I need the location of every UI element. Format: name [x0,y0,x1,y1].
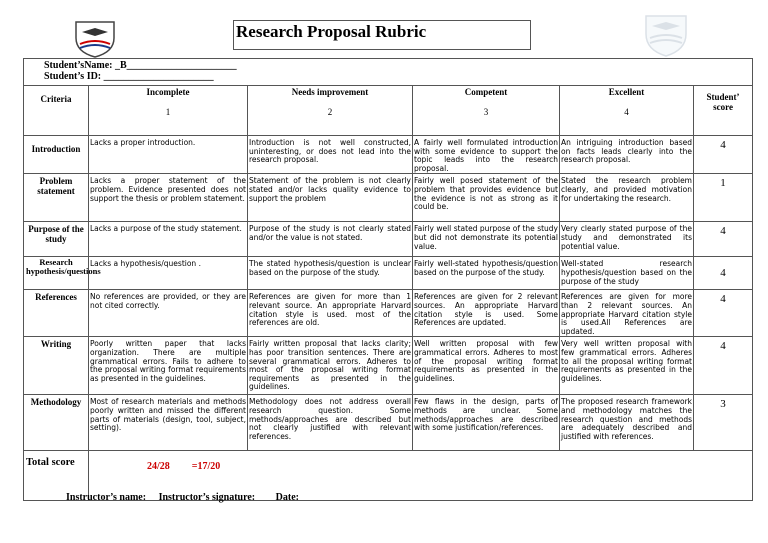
incomplete-cell: Lacks a proper introduction. [89,136,248,174]
criteria-cell: Introduction [24,136,89,174]
header-excellent: Excellent 4 [560,86,694,136]
university-logo-right [640,12,692,58]
needs-improvement-cell: The stated hypothesis/question is unclear based on the purpose of the study. [248,257,413,290]
score-cell[interactable]: 3 [694,395,753,451]
needs-improvement-cell: Introduction is not well constructed, uninteresting, or does not lead into the research proposal. [248,136,413,174]
student-name-field[interactable]: Student’sName: _B______________________ [44,60,237,71]
instructor-name-label: Instructor’s name: [66,492,147,503]
incomplete-cell: Lacks a hypothesis/question . [89,257,248,290]
competent-cell: A fairly well formulated introduction with some evidence to support the topic leads into the research proposal. [413,136,560,174]
competent-cell: Fairly well-stated hypothesis/question based on the purpose of the study. [413,257,560,290]
total-score-label: Total score [24,451,89,501]
excellent-cell: The proposed research framework and methodology matches the research question and methods are adequately described and justified with references. [560,395,694,451]
header-row [24,86,753,136]
criteria-cell: Writing [24,337,89,395]
title-box [233,20,531,50]
competent-cell: Well written proposal with few grammatical errors. Adheres to most of the proposal writing format requirements as presented in the guidelines. [413,337,560,395]
header-criteria: Criteria [24,86,89,136]
needs-improvement-cell: References are given for more than 1 relevant source. An appropriate Harvard citation style is used. most of the references are old. [248,290,413,337]
score-cell[interactable]: 4 [694,337,753,395]
incomplete-cell: Lacks a purpose of the study statement. [89,222,248,257]
university-logo-left [70,16,120,58]
competent-cell: Few flaws in the design, parts of methods are unclear. Some methods/approaches are described with some justification/references. [413,395,560,451]
table-row [24,337,753,395]
incomplete-cell: Lacks a proper statement of the problem. Evidence presented does not support the thesis or problem statement. [89,174,248,222]
total-raw-score: 24/28 [147,461,170,473]
incomplete-cell: Poorly written paper that lacks organization. There are multiple grammatical errors. Fails to adhere to the proposal writing format requirements as presented in the guidelines. [89,337,248,395]
score-cell[interactable]: 4 [694,257,753,290]
needs-improvement-cell: Fairly written proposal that lacks clarity; has poor transition sentences. There are several grammatical errors. Adheres to most of the proposal writing format requirements as presented in the guidelines. [248,337,413,395]
score-cell[interactable]: 4 [694,222,753,257]
header-student-score: Student’ score [694,86,753,136]
incomplete-cell: Most of research materials and methods poorly written and missed the different parts of materials (design, tool, subject, setting). [89,395,248,451]
criteria-cell: References [24,290,89,337]
date-label: Date: [275,492,299,503]
score-cell[interactable]: 1 [694,174,753,222]
competent-cell: References are given for 2 relevant sources. An appropriate Harvard citation style is used. Some References are updated. [413,290,560,337]
table-row [24,257,753,290]
total-scaled-score: =17/20 [191,461,221,473]
page-title: Research Proposal Rubric [236,22,427,41]
header-competent: Competent 3 [413,86,560,136]
excellent-cell: Well-stated research hypothesis/question based on the purpose of the study [560,257,694,290]
needs-improvement-cell: Statement of the problem is not clearly stated and/or lacks quality evidence to support the problem [248,174,413,222]
header-needs-improvement: Needs improvement 2 [248,86,413,136]
instructor-signature-label: Instructor’s signature: [158,492,256,503]
student-info-row [24,59,753,86]
signature-footer [66,492,309,503]
rubric-table [23,58,753,501]
student-id-field[interactable]: Student’s ID: ______________________ [44,71,214,82]
needs-improvement-cell: Purpose of the study is not clearly stated and/or the value is not stated. [248,222,413,257]
criteria-cell: Problem statement [24,174,89,222]
needs-improvement-cell: Methodology does not address overall research question. Some methods/approaches are described but not clearly justified with relevant references. [248,395,413,451]
excellent-cell: Very clearly stated purpose of the study and demonstrated its potential value. [560,222,694,257]
score-cell[interactable]: 4 [694,136,753,174]
competent-cell: Fairly well stated purpose of the study but did not demonstrate its potential value. [413,222,560,257]
table-row [24,290,753,337]
criteria-cell: Research hypothesis/questions [24,257,89,290]
excellent-cell: References are given for more than 2 relevant sources. An appropriate Harvard citation style is used.All References are updated. [560,290,694,337]
criteria-cell: Methodology [24,395,89,451]
excellent-cell: Very well written proposal with few grammatical errors. Adheres to all the proposal writing format requirements as presented in the guidelines. [560,337,694,395]
header-incomplete: Incomplete 1 [89,86,248,136]
score-cell[interactable]: 4 [694,290,753,337]
table-row [24,136,753,174]
table-row [24,395,753,451]
excellent-cell: Stated the research problem clearly, and provided motivation for undertaking the research. [560,174,694,222]
table-row [24,174,753,222]
criteria-cell: Purpose of the study [24,222,89,257]
competent-cell: Fairly well posed statement of the problem that provides evidence but the evidence is not as strong as it could be. [413,174,560,222]
excellent-cell: An intriguing introduction based on facts leads clearly into the research proposal. [560,136,694,174]
incomplete-cell: No references are provided, or they are not cited correctly. [89,290,248,337]
table-row [24,222,753,257]
